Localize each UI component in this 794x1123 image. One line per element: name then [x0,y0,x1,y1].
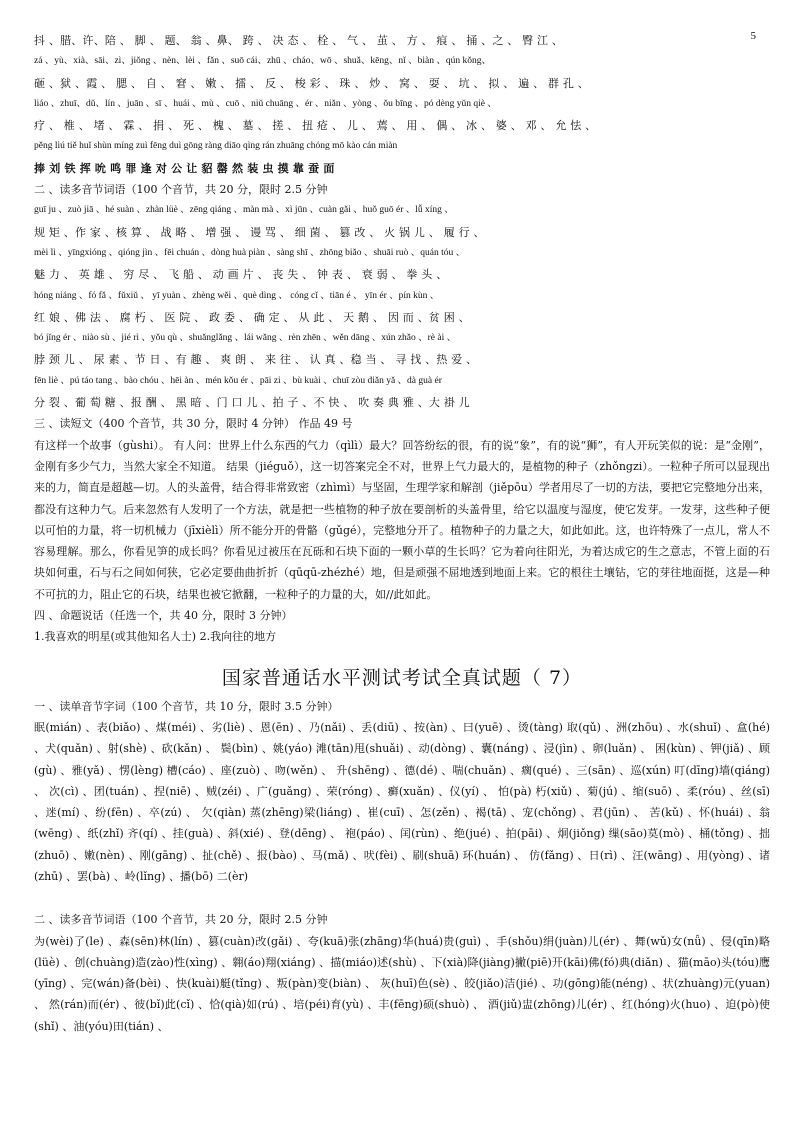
hanzi-line: 脖 颈 儿 、 尿 素 、节 日 、有 趣 、 爽 朗 、 来 往 、 认 真 、稳 当 、 寻 找 、热 爱 、 [34,353,478,367]
test6-section1-continued [34,30,770,179]
hanzi-line: 疗 、 椎 、 堵 、 霖 、 捐 、 死 、 槐 、 墓 、 搓 、 扭 疮 、 儿 、 蔫 、 用 、 偶 、 冰 、 婆 、 邓 、 允 怯 、 [34,119,597,133]
hanzi-line: 捧 刘 铁 挥 吮 鸣 罪 逢 对 公 让 貂 罄 然 装 虫 摸 靠 蚕 面 [34,161,335,175]
hanzi-line: 砸 、狱 、霞 、 腮 、 自 、 窘 、 嫩 、 擂 、 反 、 梭 彩 、 珠 、 炒 、 窝 、 耍 、 坑 、 拟 、 遍 、 群 孔 、 [34,76,589,90]
section-heading: 一 、读单音节字词（100 个音节，共 10 分，限时 3.5 分钟） [34,699,339,713]
hanzi-line: 魅 力 、 英 雄 、 穷 尽 、 飞 船 、 动 画 片 、 丧 失 、 钟 表 、 衰 弱 、 拳 头 、 [34,268,448,282]
pinyin-line: pěng liú tiě huǐ shùn míng zuì fēng duì gōng ràng diāo qìng rán zhuāng chóng mō kào cán miàn [34,141,398,152]
reading-passage: 有这样一个故事（gùshi）。 有人问：世界上什么东西的气力（qìlì）最大？回答纷纭的很，有的说“象”，有的说“狮”，有人开玩笑似的说：是“金刚”，金刚有多少气力，当然大家全不知道。 结果（jiéguǒ），这一切答案完全不对，世界上气力最大的，是植物的种子（zhǒngzi）。一粒种子所可以显现出来的力，简直是超越—切。人的头盖骨，结合得非常致密（zhìmì）与坚固，生理学家和解剖（jiěpōu）学者用尽了一切的方法，要把它完整地分出来，都没有这种力气。后来忽然有人发明了一个方法，就是把一些植物的种子放在要剖析的头盖骨里，给它以温度与湿度，使它发芽。一发芽，这些种子便以可怕的力量，将一切机械力（jīxièlì）所不能分开的骨骼（gǔgé），完整地分开了。植物种子的力量之大，如此如此。这，也许特殊了一点儿，常人不容易理解。那么，你看见笋的成长吗？你看见过被压在瓦砾和石块下面的一颗小草的生长吗？它为着向往阳光，为着达成它的生之意志，不管上面的石块如何重，石与石之间如何狭，它必定要曲曲折折（qūqū-zhézhé）地，但是顽强不屈地透到地面上来。它的根往土壤钻，它的芽往地面挺，这是—种不可抗的力，阻止它的石块，结果也被它掀翻，一粒种子的力量的大，如//此如此。 [34,438,770,601]
multi-syllable-list: 为(wèi)了(le) 、森(sēn)林(lín) 、篡(cuàn)改(gǎi) 、夸(kuā)张(zhāng)华(huá)贵(guì) 、手(shǒu)绢(juàn)儿(ér) 、舞(wǔ)女(nǚ) 、侵(qīn)略(lüè) 、创(chuàng)造(zào)性(xìng) 、翱(áo)翔(xiáng) 、描(miáo)述(shù) 、下(xià)降(jiàng)撇(piē)开(kāi)佛(fó)典(diǎn) 、猫(māo)头(tóu)鹰(yīng) 、完(wán)备(bèi) 、快(kuài)艇(tǐng) 、叛(pàn)变(biàn) 、 灰(huī)色(sè) 、皎(jiǎo)洁(jié) 、功(gōng)能(néng) 、状(zhuàng)元(yuan) 、 然(rán)而(ér) 、彼(bǐ)此(cǐ) 、恰(qià)如(rú) 、培(péi)育(yù) 、丰(fēng)硕(shuò) 、 酒(jiǔ)盅(zhōng)儿(ér) 、红(hóng)火(huo) 、迫(pò)使(shǐ) 、油(yóu)田(tián) 、 [34,934,770,1033]
section-heading: 三 、读短文（400 个音节，共 30 分，限时 4 分钟） 作品 49 号 [34,417,353,431]
pinyin-line: bó jǐng ér 、niào sù 、jié rì 、yǒu qù 、shuǎnglǎng 、lái wǎng 、rèn zhēn 、wěn dāng 、xún zhǎo 、rè ài 、 [34,333,457,344]
page-number: 5 [750,30,756,42]
test6-section2 [34,200,770,413]
section-heading: 二 、读多音节词语（100 个音节，共 20 分，限时 2.5 分钟 [34,913,328,927]
spacer [34,887,770,909]
single-syllable-list: 眠(mián) 、表(biǎo) 、煤(méi) 、劣(liè) 、恩(ēn) 、乃(nǎi) 、丢(diū) 、按(àn) 、曰(yuē) 、烫(tàng) 取(qǔ) 、洲(zhōu) 、水(shuǐ) 、盒(hé) 、犬(quǎn) 、射(shè) 、砍(kǎn) 、 鬓(bìn) 、姚(yáo) 滩(tān)甩(shuǎi) 、动(dòng) 、囊(náng) 、浸(jìn) 、卵(luǎn) 、 困(kùn) 、钾(jiǎ) 、顾(gù) 、雅(yǎ) 、愣(lèng) 槽(cáo) 、座(zuò) 、吻(wěn) 、 升(shēng) 、德(dé) 、喘(chuǎn) 、瘸(qué) 、三(sān) 、巡(xún) 叮(dīng)墙(qiáng) 、 次(cì) 、团(tuán) 、捏(niē) 、贼(zéi) 、广(guǎng) 、荣(róng) 、癣(xuǎn) 、仪(yí) 、 怕(pà) 朽(xiǔ) 、菊(jú) 、缩(suō) 、柔(róu) 、丝(sī) 、迷(mí) 、纷(fēn) 、卒(zú) 、 欠(qiàn) 蒸(zhēng)梁(liáng) 、崔(cuī) 、怎(zěn) 、褐(tā) 、宠(chǒng) 、君(jūn) 、 苦(kǔ) 、怀(huái) 、翁(wēng) 、纸(zhǐ) 齐(qí) 、挂(guà) 、斜(xié) 、登(dēng) 、 袍(páo) 、闰(rùn) 、绝(jué) 、拍(pāi) 、炯(jiǒng) 缫(sāo)莫(mò) 、桶(tǒng) 、拙(zhuō) 、嫩(nèn) 、刚(gāng) 、扯(chě) 、报(bào) 、马(mǎ) 、吠(fèi) 、刷(shuā) 环(huán) 、 仿(fǎng) 、日(rì) 、汪(wāng) 、用(yòng) 、诸(zhū) 、罢(bà) 、岭(lǐng) 、播(bō) 二(èr) [34,720,770,883]
test-title: 国家普通话水平测试考试全真试题（ 7） [221,666,583,689]
document-page [34,30,770,1037]
speaking-topics: 1.我喜欢的明星(或其他知名人士) 2.我向往的地方 [34,630,277,644]
hanzi-line: 抖 、腊、许、陪 、 脚 、 题、 翁 、鼻、 跨 、 决 态 、 栓 、 气 、 茧 、 方 、 痕 、 捅 、之 、 臀 江 、 [34,34,564,47]
hanzi-line: 分 裂 、葡 萄 糖 、报 酬 、 黑 暗 、门 口 儿 、拍 子 、不 快 、 吹 奏 典 雅 、大 褂 儿 [34,396,470,410]
hanzi-line: 规 矩 、作 家 、核 算 、 战 略 、 增 强 、 谩 骂 、 细 菌 、 篡 改 、 火 锅 儿 、 履 行 、 [34,225,485,239]
section-heading: 二 、读多音节词语（100 个音节，共 20 分，限时 2.5 分钟 [34,183,328,197]
pinyin-line: fēn liè 、pú táo tang 、bào chóu 、hēi àn 、mén kǒu ér 、pāi zi 、bù kuài 、chuī zòu diǎn yǎ 、dà guà ér [34,375,442,386]
hanzi-line: 红 娘 、佛 法 、 腐 朽 、 医 院 、 政 委 、 确 定 、 从 此 、 天 鹅 、 因 而 、贫 困 、 [34,310,470,324]
pinyin-line: guī ju 、zuò jiā 、hé suàn 、zhàn lüè 、zēng qiáng 、màn mà 、xì jūn 、cuàn gǎi 、huǒ guō ér 、lǚ xíng 、 [34,205,454,216]
pinyin-line: hóng niáng 、fó fǎ 、fǔxiǔ 、 yī yuàn 、zhèng wěi 、què dìng 、 cóng cǐ 、tiān é 、 yīn ér 、pín kùn 、 [34,290,440,301]
pinyin-line: liáo 、zhuī、dǔ、lín 、juān 、sī 、huái 、mù 、cuō 、niǔ chuāng 、ér 、niǎn 、yòng 、ǒu bīng 、pó dèng yǔn qiè 、 [34,98,497,109]
pinyin-line: zá 、yù、xià、sāi、zì、jiǒng 、nèn、lèi 、fǎn 、suō cái、zhū 、cháo、wō 、shuǎ、kēng、nǐ 、biàn 、qún kǒng、 [34,56,491,67]
pinyin-line: mèi lì 、yīngxióng 、qióng jìn 、fēi chuán 、dòng huà piàn 、sàng shī 、zhōng biǎo 、shuāi ruò 、quán tóu 、 [34,247,466,258]
section-heading: 四 、命题说话（任选一个，共 40 分，限时 3 分钟） [34,609,293,623]
